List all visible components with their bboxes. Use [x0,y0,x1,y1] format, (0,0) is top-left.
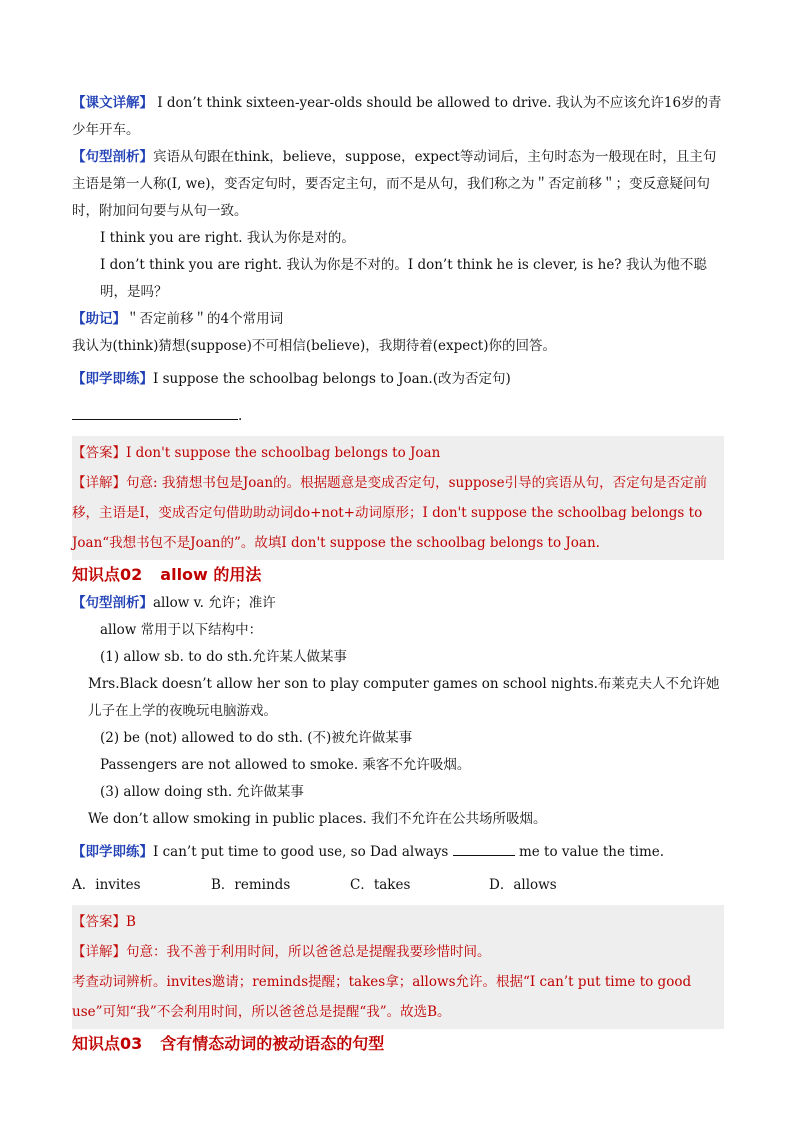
mnemonic-body: ＂否定前移＂的4个常用词 [126,311,284,327]
allow-example-1: Mrs.Black doesn’t allow her son to play computer games on school nights.布莱克夫人不允许她儿子在上学的夜晚玩电脑游戏。 [88,676,720,719]
answer-blank[interactable] [72,405,238,420]
allow-structure-intro: allow 常用于以下结构中： [100,622,263,638]
label-answer: 【答案】 [72,445,126,461]
section-title: allow 的用法 [160,565,262,584]
answer-line [72,438,724,468]
sentence-analysis-paragraph [72,144,724,225]
blank-period: . [238,408,243,424]
section-number: 知识点02 [72,565,143,584]
section-heading [72,1029,724,1059]
label-answer: 【答案】 [72,914,126,930]
question-text-before: I can’t put time to good use, so Dad always [153,844,453,860]
answer-text: B [126,914,136,930]
label-sentence-analysis: 【句型剖析】 [72,149,153,165]
option-a[interactable]: A．invites [72,877,141,893]
answer-text: I don't suppose the schoolbag belongs to Joan [126,445,441,461]
detail-line [72,468,724,558]
answer-box [72,905,724,1029]
label-detail: 【详解】 [72,944,126,960]
label-practice: 【即学即练】 [72,844,153,860]
mnemonic-paragraph [72,306,724,333]
text-explanation-paragraph [72,90,724,144]
text-explanation-body: I don’t think sixteen-year-olds should be allowed to drive. 我认为不应该允许16岁的青少年开车。 [72,95,722,138]
option-d[interactable]: D．allows [489,877,557,893]
label-sentence-analysis: 【句型剖析】 [72,595,153,611]
practice-question: I suppose the schoolbag belongs to Joan.(改为否定句) [153,371,511,387]
option-c[interactable]: C．takes [350,877,411,893]
allow-structure-3: (3) allow doing sth. 允许做某事 [100,784,304,800]
sentence-analysis-body: 宾语从句跟在think，believe，suppose，expect等动词后，主句时态为一般现在时，且主句主语是第一人称(I, we)，变否定句时，要否定主句，而不是从句，我们称之为＂否定前移＂；变反意疑问句时，附加问句要与从句一致。 [72,149,717,219]
detail-text: 句意: 我猜想书包是Joan的。根据题意是变成否定句，suppose引导的宾语从句，否定句是否定前移，主语是I，变成否定句借助助动词do+not+动词原形；I don't suppose the schoolbag belongs to Joan“我想书包不是Joan的”。故填I don't suppose the schoolbag belongs to Joan. [72,475,708,551]
answer-box [72,436,724,560]
allow-example-2: Passengers are not allowed to smoke. 乘客不允许吸烟。 [100,757,471,773]
document-content [72,90,724,1059]
answer-blank-line [72,403,724,430]
example-sentence: I don’t think you are right. 我认为你是不对的。I don’t think he is clever, is he? 我认为他不聪明，是吗？ [100,257,707,300]
question-text-after: me to value the time. [514,844,665,860]
option-b[interactable]: B．reminds [211,877,291,893]
fill-blank[interactable] [453,841,515,856]
section-number: 知识点03 [72,1034,143,1053]
choice-options [72,872,724,899]
label-mnemonic: 【助记】 [72,311,126,327]
mnemonic-rhyme: 我认为(think)猜想(suppose)不可相信(believe)，我期待着(expect)你的回答。 [72,338,556,354]
allow-definition: allow v. 允许；准许 [153,595,276,611]
practice-paragraph [72,366,724,393]
label-detail: 【详解】 [72,475,126,491]
section-heading [72,560,724,590]
allow-structure-1: (1) allow sb. to do sth.允许某人做某事 [100,649,347,665]
allow-structure-2: (2) be (not) allowed to do sth. (不)被允许做某事 [100,730,413,746]
allow-example-3: We don’t allow smoking in public places. 我们不允许在公共场所吸烟。 [88,811,547,827]
detail-line [72,937,724,967]
detail-text: 句意：我不善于利用时间，所以爸爸总是提醒我要珍惜时间。 [126,944,491,960]
section-title: 含有情态动词的被动语态的句型 [160,1034,385,1053]
label-text-explanation: 【课文详解】 [72,95,153,111]
allow-analysis-paragraph [72,590,724,617]
detail-analysis: 考查动词辨析。invites邀请；reminds提醒；takes拿；allows允许。根据“I can’t put time to good use”可知“我”不会利用时间，所以爸爸总是提醒“我”。故选B。 [72,974,692,1020]
example-sentence: I think you are right. 我认为你是对的。 [100,230,355,246]
answer-line [72,907,724,937]
practice-paragraph [72,839,724,866]
label-practice: 【即学即练】 [72,371,153,387]
